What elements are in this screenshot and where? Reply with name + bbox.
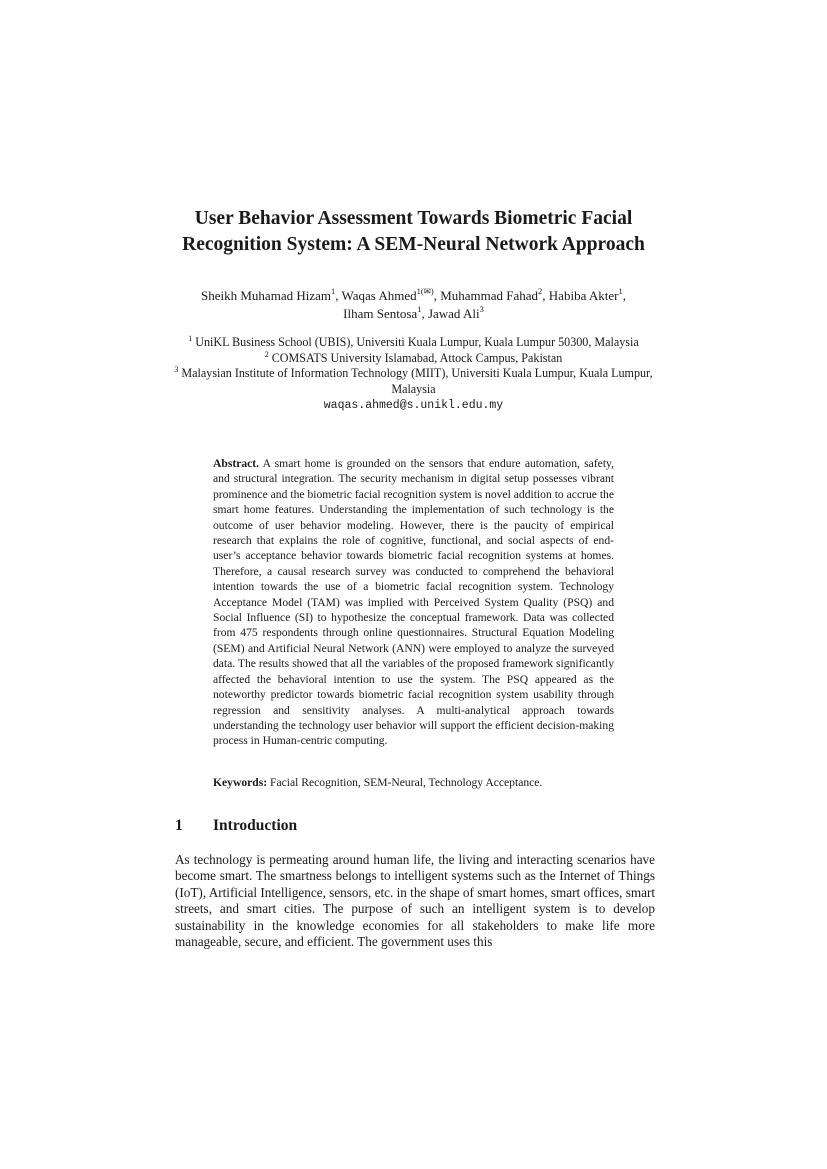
affiliation: $^1$ UniKL Business School (UBIS), Universiti Kuala Lumpur, Kuala Lumpur 50300, Malaysia: [188, 333, 639, 349]
affiliation-list: [165, 335, 662, 414]
author-list: [160, 287, 667, 323]
intro-paragraph: As technology is permeating around human life, the living and interacting scenarios have become smart. The smartness belongs to intelligent systems such as the Internet of Things (IoT), Artificial Intelligence, sensors, etc. in the shape of smart homes, smart offices, smart streets, and smart cities. The purpose of such an intelligent system is to develop sustainability in the knowledge economies for all stakeholders to make life more manageable, secure, and efficient. The government uses this: [175, 852, 655, 950]
author: Habiba Akter$^1$,: [548, 285, 626, 303]
author: Ilham Sentosa$^1$,: [343, 303, 428, 321]
paper-title: User Behavior Assessment Towards Biometric Facial Recognition System: A SEM-Neural Network Approach: [182, 208, 645, 255]
keywords-text: Facial Recognition, SEM-Neural, Technology Acceptance.: [270, 776, 543, 789]
author: Waqas Ahmed$^{1(✉)}$,: [341, 285, 441, 303]
section-heading: [175, 816, 297, 836]
author: Muhammad Fahad$^2$,: [440, 285, 549, 303]
section-number: 1: [175, 817, 183, 834]
affiliation: $^2$ COMSATS University Islamabad, Attock Campus, Pakistan: [264, 349, 563, 365]
corresponding-email[interactable]: waqas.ahmed@s.unikl.edu.my: [323, 398, 504, 412]
keywords: [213, 775, 614, 790]
keywords-label: Keywords:: [213, 776, 268, 789]
author: Sheikh Muhamad Hizam$^1$,: [201, 285, 342, 303]
author: Jawad Ali$^3$: [427, 303, 484, 321]
abstract-label: Abstract.: [213, 457, 260, 470]
abstract: [213, 456, 614, 749]
abstract-text: A smart home is grounded on the sensors that endure automation, safety, and structural integration. The security mechanism in digital setup possesses vibrant prominence and the biometric facial recognition system is novel addition to accrue the smart home features. Understanding the implementation of such technology is the outcome of user behavior modeling. However, there is the paucity of empirical research that explains the role of cognitive, functional, and social aspects of end-user’s acceptance behavior towards biometric facial recognition systems at homes. Therefore, a causal research survey was conducted to comprehend the behavioral intention towards the use of a biometric facial recognition system. Technology Acceptance Model (TAM) was implied with Perceived System Quality (PSQ) and Social Influence (SI) to hypothesize the conceptual framework. Data was collected from 475 respondents through online questionnaires. Structural Equation Modeling (SEM) and Artificial Neural Network (ANN) were employed to analyze the surveyed data. The results showed that all the variables of the proposed framework significantly affected the behavioral intention to use the system. The PSQ appeared as the noteworthy predictor towards biometric facial recognition system usability through regression and sensitivity analyses. A multi-analytical approach towards understanding the technology user behavior will support the efficient decision-making process in Human-centric computing.: [213, 457, 614, 748]
affiliation: $^3$ Malaysian Institute of Information Technology (MIIT), Universiti Kuala Lumpur, Kuala Lumpur, Malaysia: [174, 365, 653, 397]
section-title: Introduction: [213, 817, 298, 834]
